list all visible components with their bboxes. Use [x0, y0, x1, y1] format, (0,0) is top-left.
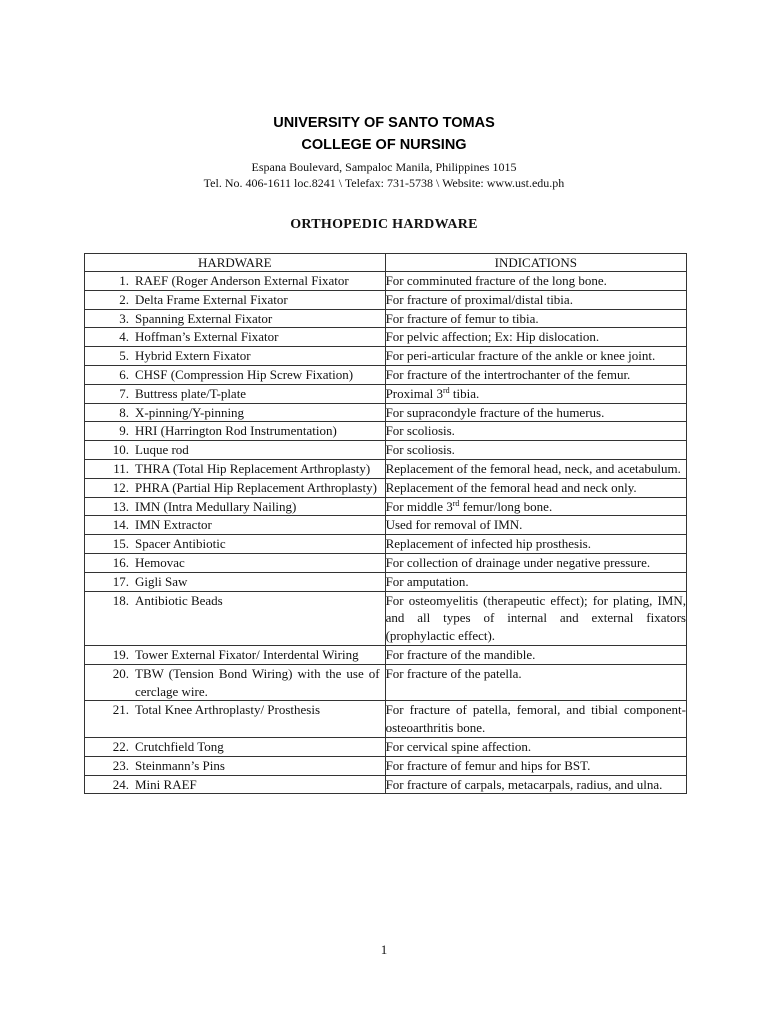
indication-text: Proximal 3: [385, 385, 443, 401]
table-body: [85, 272, 687, 794]
indication-cell: For fracture of femur to tibia.: [385, 309, 686, 328]
hardware-name: Antibiotic Beads: [135, 592, 223, 608]
row-number: 18.: [112, 592, 129, 608]
indication-cell: For osteomyelitis (therapeutic effect); for plating, IMN, and all types of internal and external fixators (prophylactic effect).: [385, 591, 686, 645]
indication-cell: Replacement of the femoral head, neck, and acetabulum.: [385, 459, 686, 478]
hardware-cell: [85, 384, 386, 403]
table-row: [85, 701, 687, 738]
contact-info: Tel. No. 406-1611 loc.8241 \ Telefax: 731-5738 \ Website: www.ust.edu.ph: [203, 176, 565, 190]
row-number: 20.: [112, 665, 129, 681]
hardware-name: IMN Extractor: [135, 517, 212, 533]
hardware-cell: [85, 403, 386, 422]
table-row: [85, 497, 687, 516]
hardware-name: Delta Frame External Fixator: [135, 291, 288, 307]
page-number: 1: [380, 942, 388, 957]
hardware-cell: [85, 701, 386, 738]
hardware-name: Spacer Antibiotic: [135, 536, 226, 552]
table-row: [85, 535, 687, 554]
row-number: 1.: [119, 273, 129, 288]
row-number: 4.: [119, 329, 129, 345]
row-number: 2.: [119, 291, 129, 307]
hardware-cell: [85, 516, 386, 535]
hardware-name: Hoffman’s External Fixator: [135, 329, 279, 345]
indication-cell: Replacement of infected hip prosthesis.: [385, 535, 686, 554]
row-number: 16.: [112, 554, 129, 570]
hardware-cell: [85, 553, 386, 572]
row-number: 3.: [119, 310, 129, 326]
hardware-name: Total Knee Arthroplasty/ Prosthesis: [135, 702, 321, 718]
indication-cell: [385, 497, 686, 516]
indication-cell: For supracondyle fracture of the humerus.: [385, 403, 686, 422]
hardware-name: PHRA (Partial Hip Replacement Arthroplasty): [135, 479, 377, 495]
table-row: [85, 328, 687, 347]
table-row: [85, 441, 687, 460]
header-indications: INDICATIONS: [385, 254, 686, 272]
table-row: [85, 645, 687, 664]
row-number: 9.: [119, 423, 129, 439]
indication-cell: For amputation.: [385, 572, 686, 591]
hardware-name: Steinmann’s Pins: [135, 757, 225, 773]
indication-cell: Replacement of the femoral head and neck only.: [385, 478, 686, 497]
row-number: 15.: [112, 536, 129, 552]
row-number: 17.: [112, 573, 129, 589]
hardware-name: IMN (Intra Medullary Nailing): [135, 498, 297, 514]
table-row: [85, 478, 687, 497]
table-row: [85, 290, 687, 309]
hardware-name: RAEF (Roger Anderson External Fixator: [135, 273, 349, 288]
hardware-cell: [85, 347, 386, 366]
table-row: [85, 309, 687, 328]
hardware-name: THRA (Total Hip Replacement Arthroplasty): [135, 460, 371, 476]
row-number: 10.: [112, 442, 129, 458]
header-hardware: HARDWARE: [85, 254, 386, 272]
hardware-name: X-pinning/Y-pinning: [135, 404, 245, 420]
hardware-name: HRI (Harrington Rod Instrumentation): [135, 423, 337, 439]
hardware-name: Buttress plate/T-plate: [135, 385, 247, 401]
indication-text: For middle 3: [385, 498, 453, 514]
table-row: [85, 591, 687, 645]
indication-cell: For fracture of femur and hips for BST.: [385, 756, 686, 775]
table-row: [85, 775, 687, 794]
indication-cell: For fracture of proximal/distal tibia.: [385, 290, 686, 309]
indication-cell: For pelvic affection; Ex: Hip dislocation.: [385, 328, 686, 347]
ordinal-superscript: rd: [452, 498, 460, 508]
hardware-name: Hybrid Extern Fixator: [135, 348, 251, 364]
table-row: [85, 384, 687, 403]
hardware-cell: [85, 497, 386, 516]
row-number: 22.: [112, 738, 129, 754]
hardware-name: Mini RAEF: [135, 776, 197, 792]
row-number: 23.: [112, 757, 129, 773]
address: Espana Boulevard, Sampaloc Manila, Philippines 1015: [251, 160, 517, 174]
indication-cell: For cervical spine affection.: [385, 737, 686, 756]
row-number: 7.: [119, 385, 129, 401]
hardware-cell: [85, 309, 386, 328]
hardware-name: TBW (Tension Bond Wiring) with the use of cerclage wire.: [135, 665, 380, 699]
university-name: UNIVERSITY OF SANTO TOMAS: [273, 115, 495, 131]
hardware-cell: [85, 591, 386, 645]
indication-cell: For collection of drainage under negative pressure.: [385, 553, 686, 572]
hardware-cell: [85, 422, 386, 441]
row-number: 6.: [119, 366, 129, 382]
indication-cell: Used for removal of IMN.: [385, 516, 686, 535]
indication-text: tibia.: [449, 385, 480, 401]
table-row: [85, 572, 687, 591]
hardware-name: Spanning External Fixator: [135, 310, 273, 326]
table-header-row: [85, 254, 687, 272]
indication-cell: For comminuted fracture of the long bone.: [385, 272, 686, 291]
indication-cell: For fracture of the mandible.: [385, 645, 686, 664]
table-row: [85, 553, 687, 572]
hardware-cell: [85, 572, 386, 591]
indication-cell: For peri-articular fracture of the ankle or knee joint.: [385, 347, 686, 366]
hardware-name: Gigli Saw: [135, 573, 188, 589]
row-number: 5.: [119, 348, 129, 364]
indication-cell: For fracture of the patella.: [385, 664, 686, 701]
table-row: [85, 664, 687, 701]
table-row: [85, 459, 687, 478]
indication-cell: For fracture of patella, femoral, and tibial component-osteoarthritis bone.: [385, 701, 686, 738]
indication-cell: For scoliosis.: [385, 441, 686, 460]
hardware-name: Hemovac: [135, 554, 185, 570]
table-row: [85, 737, 687, 756]
hardware-cell: [85, 272, 386, 291]
row-number: 19.: [112, 646, 129, 662]
ordinal-superscript: rd: [443, 385, 450, 395]
indication-cell: For scoliosis.: [385, 422, 686, 441]
hardware-cell: [85, 737, 386, 756]
hardware-cell: [85, 756, 386, 775]
hardware-name: CHSF (Compression Hip Screw Fixation): [135, 366, 354, 382]
letterhead: [0, 112, 768, 191]
college-name: COLLEGE OF NURSING: [301, 137, 467, 153]
hardware-cell: [85, 328, 386, 347]
row-number: 12.: [112, 479, 129, 495]
table-row: [85, 422, 687, 441]
indication-text: femur/long bone.: [459, 498, 553, 514]
hardware-cell: [85, 365, 386, 384]
hardware-cell: [85, 459, 386, 478]
indication-cell: For fracture of the intertrochanter of the femur.: [385, 365, 686, 384]
table-row: [85, 403, 687, 422]
indication-cell: For fracture of carpals, metacarpals, radius, and ulna.: [385, 775, 686, 794]
table-row: [85, 272, 687, 291]
row-number: 8.: [119, 404, 129, 420]
hardware-cell: [85, 664, 386, 701]
hardware-cell: [85, 478, 386, 497]
table-row: [85, 347, 687, 366]
hardware-cell: [85, 775, 386, 794]
row-number: 24.: [112, 776, 129, 792]
table-row: [85, 756, 687, 775]
table-row: [85, 365, 687, 384]
row-number: 11.: [113, 460, 129, 476]
hardware-table: [84, 253, 687, 794]
hardware-name: Crutchfield Tong: [135, 738, 224, 754]
hardware-name: Luque rod: [135, 442, 189, 458]
row-number: 14.: [112, 517, 129, 533]
document-title: ORTHOPEDIC HARDWARE: [290, 217, 478, 232]
table-row: [85, 516, 687, 535]
indication-cell: [385, 384, 686, 403]
hardware-cell: [85, 290, 386, 309]
row-number: 13.: [112, 498, 129, 514]
hardware-name: Tower External Fixator/ Interdental Wiring: [135, 646, 359, 662]
hardware-cell: [85, 645, 386, 664]
hardware-cell: [85, 441, 386, 460]
hardware-cell: [85, 535, 386, 554]
row-number: 21.: [112, 702, 129, 718]
